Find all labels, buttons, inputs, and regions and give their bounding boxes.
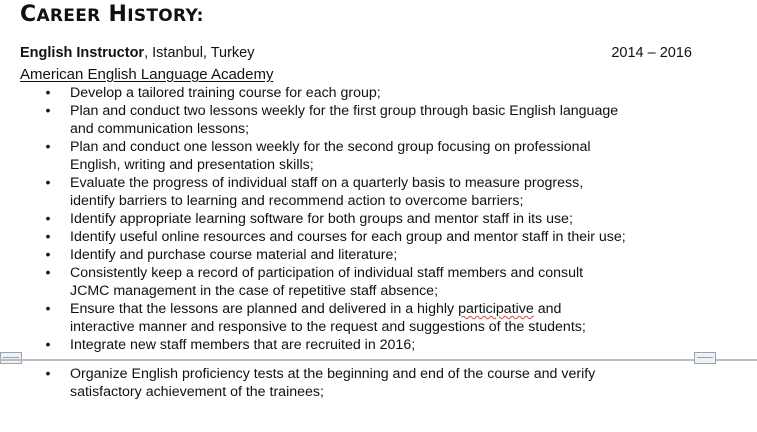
list-item bbox=[0, 102, 700, 138]
list-item-line: Evaluate the progress of individual staff on a quarterly basis to measure progress, bbox=[70, 175, 584, 191]
job-location: , Istanbul, Turkey bbox=[144, 45, 255, 61]
page-break-line bbox=[0, 359, 757, 361]
list-item-line: and bbox=[533, 301, 562, 317]
list-item-line: interactive manner and responsive to the request and suggestions of the students; bbox=[70, 319, 586, 335]
list-item-line: satisfactory achievement of the trainees; bbox=[70, 384, 324, 400]
list-item-line: Integrate new staff members that are recruited in 2016; bbox=[70, 337, 416, 353]
job-title: English Instructor bbox=[20, 45, 145, 61]
list-item bbox=[0, 336, 700, 354]
duties-list-next-page bbox=[0, 365, 700, 401]
list-item bbox=[0, 138, 700, 174]
heading-initial-2: H bbox=[108, 2, 128, 27]
bullet-icon: • bbox=[45, 139, 51, 155]
list-item-line: Identify appropriate learning software for both groups and mentor staff in its use; bbox=[70, 211, 573, 227]
list-item-line: Plan and conduct two lessons weekly for the first group through basic English language bbox=[70, 103, 619, 119]
list-item bbox=[0, 84, 700, 102]
list-item-line: English, writing and presentation skills; bbox=[70, 157, 314, 173]
bullet-icon: • bbox=[45, 211, 51, 227]
bullet-icon: • bbox=[45, 229, 51, 245]
list-item bbox=[0, 365, 700, 401]
list-item-line: JCMC management in the case of repetitive staff absence; bbox=[70, 283, 439, 299]
bullet-icon: • bbox=[45, 301, 51, 317]
list-item-line: Plan and conduct one lesson weekly for the second group focusing on professional bbox=[70, 139, 591, 155]
bullet-icon: • bbox=[45, 175, 51, 191]
duties-list bbox=[0, 84, 700, 354]
list-item-line: Ensure that the lessons are planned and delivered in a highly bbox=[70, 301, 459, 317]
list-item bbox=[0, 174, 700, 210]
spelling-flagged-word[interactable]: participative bbox=[458, 301, 534, 317]
heading-rest-2: ISTORY: bbox=[127, 6, 204, 26]
bullet-icon: • bbox=[45, 85, 51, 101]
job-line bbox=[20, 44, 692, 62]
list-item-line: Organize English proficiency tests at the beginning and end of the course and verify bbox=[70, 366, 596, 382]
list-item bbox=[0, 264, 700, 300]
list-item-line: Identify and purchase course material and literature; bbox=[70, 247, 398, 263]
list-item bbox=[0, 246, 700, 264]
list-item-line: Consistently keep a record of participation of individual staff members and consult bbox=[70, 265, 584, 281]
page-break-handle-right[interactable] bbox=[694, 352, 716, 364]
bullet-icon: • bbox=[45, 103, 51, 119]
page-break-handle-left[interactable] bbox=[0, 352, 22, 364]
list-item-line: and communication lessons; bbox=[70, 121, 250, 137]
section-heading bbox=[20, 2, 204, 29]
list-item-line: Develop a tailored training course for each group; bbox=[70, 85, 381, 101]
list-item bbox=[0, 228, 700, 246]
bullet-icon: • bbox=[45, 366, 51, 382]
list-item bbox=[0, 300, 700, 336]
bullet-icon: • bbox=[45, 247, 51, 263]
job-dates: 2014 – 2016 bbox=[611, 45, 692, 61]
heading-rest: AREER bbox=[36, 6, 101, 26]
list-item-line: Identify useful online resources and courses for each group and mentor staff in their use; bbox=[70, 229, 626, 245]
bullet-icon: • bbox=[45, 265, 51, 281]
list-item-line: identify barriers to learning and recommend action to overcome barriers; bbox=[70, 193, 524, 209]
bullet-icon: • bbox=[45, 337, 51, 353]
list-item bbox=[0, 210, 700, 228]
heading-initial: C bbox=[20, 2, 37, 27]
employer-name: American English Language Academy bbox=[20, 66, 274, 83]
